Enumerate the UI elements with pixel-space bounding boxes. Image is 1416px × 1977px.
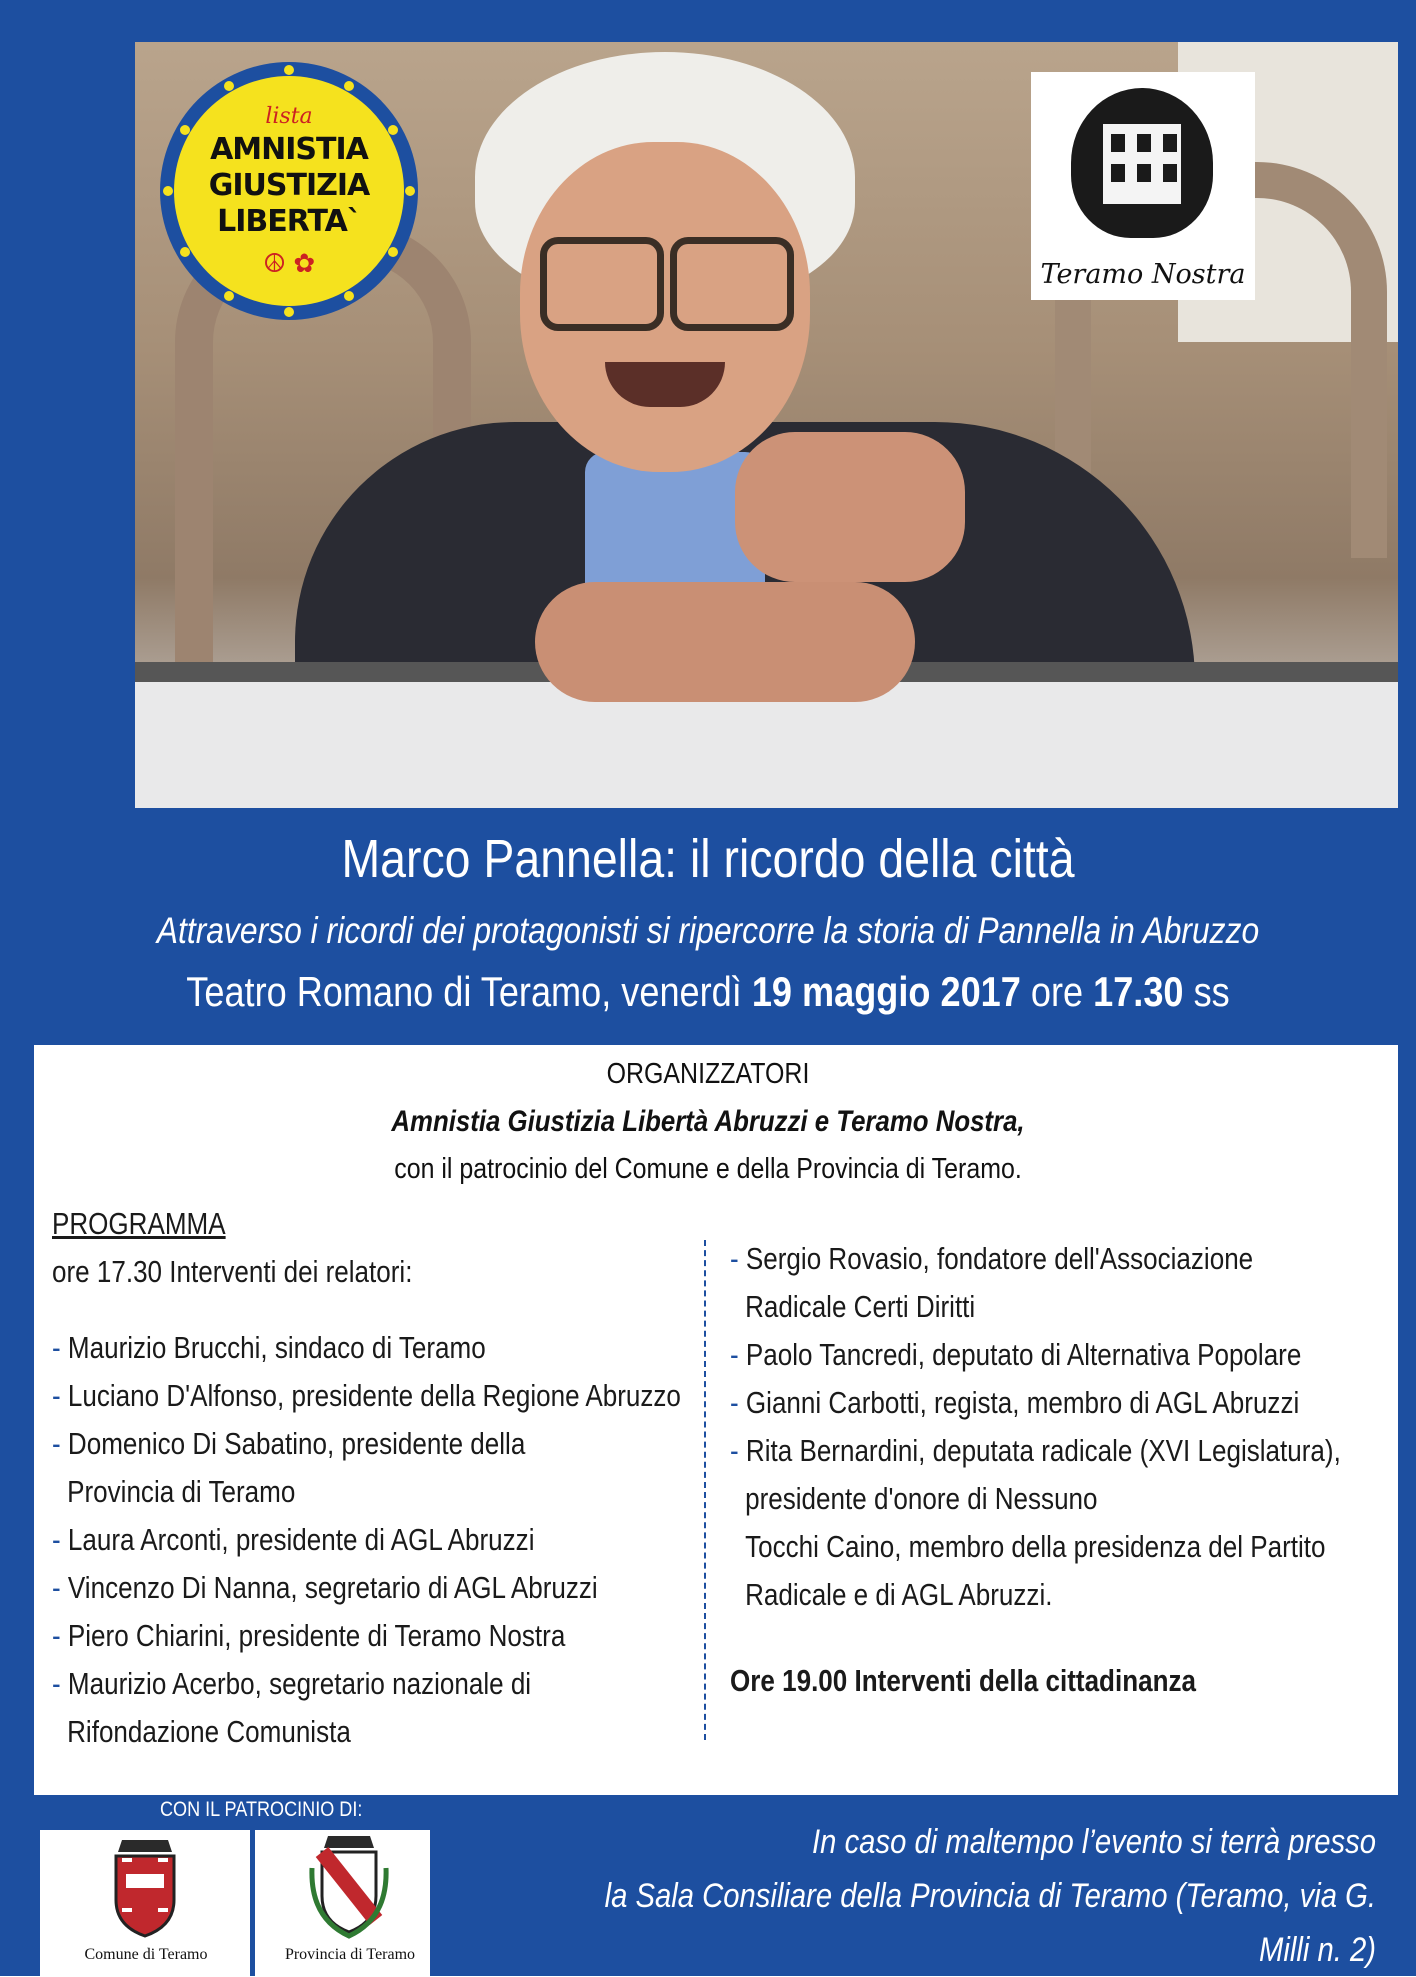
peace-and-rose-icon: ☮ ✿: [262, 248, 316, 278]
comune-caption: Comune di Teramo: [84, 1946, 208, 1963]
amnistia-giustizia-liberta-logo: [160, 62, 418, 320]
column-divider: [704, 1240, 706, 1740]
speaker-item: - Maurizio Brucchi, sindaco di Teramo: [52, 1330, 486, 1365]
closing-session: Ore 19.00 Interventi della cittadinanza: [730, 1663, 1197, 1698]
person-hand: [735, 432, 965, 582]
program-heading: PROGRAMMA: [52, 1206, 226, 1241]
speaker-item: - Paolo Tancredi, deputato di Alternativa Popolare: [730, 1337, 1302, 1372]
provincia-caption: Provincia di Teramo: [284, 1946, 416, 1963]
speaker-item-continued: Provincia di Teramo: [67, 1474, 296, 1509]
program-intro: ore 17.30 Interventi dei relatori:: [52, 1254, 413, 1289]
blue-frame-left: [0, 1045, 34, 1795]
speaker-item-continued: Rifondazione Comunista: [67, 1714, 351, 1749]
speaker-item: - Luciano D'Alfonso, presidente della Regione Abruzzo: [52, 1378, 681, 1413]
speaker-item: - Rita Bernardini, deputata radicale (XVI Legislatura),: [730, 1433, 1341, 1468]
time-suffix: ss: [1193, 968, 1230, 1015]
glasses-left-lens: [540, 237, 664, 331]
logo-lista-text: lista: [265, 104, 313, 129]
program-right-column: [730, 1235, 1416, 1705]
speaker-item-continued: Radicale e di AGL Abruzzi.: [745, 1577, 1053, 1612]
speaker-item-continued: Tocchi Caino, membro della presidenza del Partito: [745, 1529, 1326, 1564]
patronage-label: CON IL PATROCINIO DI:: [160, 1798, 363, 1821]
organizers-heading: ORGANIZZATORI: [606, 1058, 810, 1090]
event-venue-date: [99, 968, 1317, 1016]
teramo-nostra-logo: [1031, 72, 1255, 300]
venue-text: Teatro Romano di Teramo, venerdì: [186, 968, 742, 1015]
castle-icon: [1103, 124, 1181, 204]
speaker-item: - Laura Arconti, presidente di AGL Abruzzi: [52, 1522, 535, 1557]
event-time: 17.30: [1093, 968, 1184, 1015]
organizers-names: Amnistia Giustizia Libertà Abruzzi e Teramo Nostra,: [391, 1105, 1025, 1138]
logo-amnistia-text: AMNISTIA: [210, 132, 368, 167]
spacer: [52, 1296, 724, 1324]
speaker-item-continued: Radicale Certi Diritti: [745, 1289, 976, 1324]
logo-liberta-text: LIBERTA`: [217, 204, 361, 239]
speaker-item: - Sergio Rovasio, fondatore dell'Associazione: [730, 1241, 1254, 1276]
bad-weather-notice: [602, 1815, 1376, 1977]
notice-line-2: la Sala Consiliare della Provincia di Teramo (Teramo, via G. Milli n. 2): [604, 1877, 1376, 1969]
speaker-item: - Vincenzo Di Nanna, segretario di AGL Abruzzi: [52, 1570, 598, 1605]
speaker-item: - Domenico Di Sabatino, presidente della: [52, 1426, 526, 1461]
event-title: Marco Pannella: il ricordo della città: [341, 829, 1075, 889]
glasses-right-lens: [670, 237, 794, 331]
speaker-item: - Piero Chiarini, presidente di Teramo Nostra: [52, 1618, 566, 1653]
event-subtitle: Attraverso i ricordi dei protagonisti si ripercorre la storia di Pannella in Abruzzo: [156, 910, 1260, 951]
speaker-item: - Maurizio Acerbo, segretario nazionale di: [52, 1666, 532, 1701]
logo-giustizia-text: GIUSTIZIA: [208, 168, 370, 203]
time-prefix: ore: [1030, 968, 1084, 1015]
teramo-nostra-text: Teramo Nostra: [1040, 259, 1246, 290]
program-left-column: [52, 1200, 724, 1756]
event-date: 19 maggio 2017: [751, 968, 1021, 1015]
provincia-di-teramo-crest-icon: [306, 1828, 392, 1940]
comune-di-teramo-crest-icon: [102, 1830, 188, 1942]
person-arms: [535, 582, 915, 702]
speaker-item: - Gianni Carbotti, regista, membro di AGL Abruzzi: [730, 1385, 1300, 1420]
organizers-patronage: con il patrocinio del Comune e della Provincia di Teramo.: [394, 1153, 1022, 1185]
notice-line-1: In caso di maltempo l’evento si terrà presso: [812, 1823, 1376, 1861]
logo-yellow-disc: [174, 76, 404, 306]
speaker-item-continued: presidente d'onore di Nessuno: [745, 1481, 1098, 1516]
